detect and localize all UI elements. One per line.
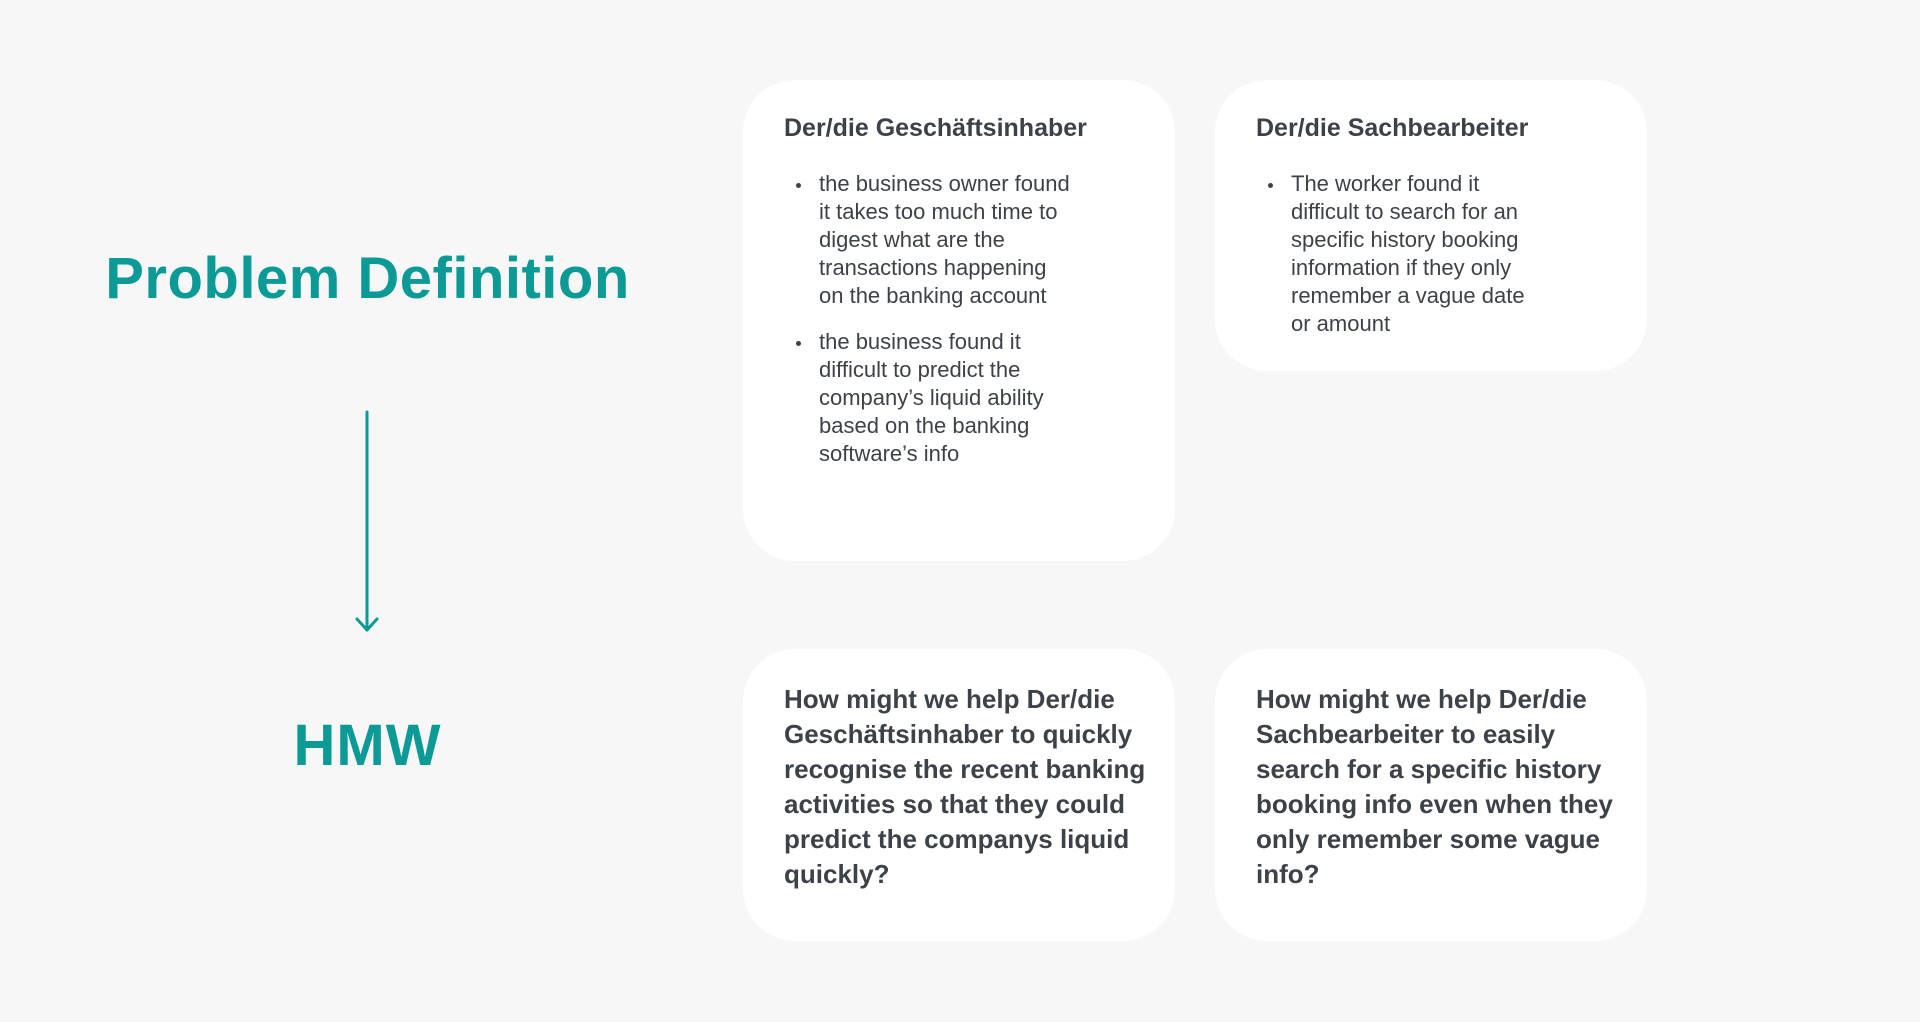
bullet-list <box>1255 170 1545 356</box>
bullet-item: the business owner found it takes too much time to digest what are the transactions happening on the banking account <box>783 170 1073 310</box>
hmw-card-sachbearbeiter <box>1215 649 1647 941</box>
card-title: Der/die Sachbearbeiter <box>1256 114 1529 142</box>
problem-definition-heading: Problem Definition <box>105 246 630 311</box>
hmw-question: How might we help Der/die Sachbearbeiter to easily search for a specific history booking info even when they only remember some vague info? <box>1256 684 1613 889</box>
bullet-list <box>783 170 1073 486</box>
arrow-down-icon <box>352 410 382 635</box>
card-title: Der/die Geschäftsinhaber <box>784 114 1087 142</box>
bullet-item: The worker found it difficult to search for an specific history booking information if they only remember a vague date or amount <box>1255 170 1545 338</box>
hmw-question: How might we help Der/die Geschäftsinhaber to quickly recognise the recent banking activities so that they could predict the companys liquid quickly? <box>784 684 1146 889</box>
bullet-item: the business found it difficult to predict the company’s liquid ability based on the banking software’s info <box>783 328 1073 468</box>
hmw-heading: HMW <box>293 713 442 778</box>
problem-card-sachbearbeiter <box>1215 80 1647 371</box>
hmw-card-geschaeftsinhaber <box>743 649 1175 941</box>
problem-card-geschaeftsinhaber <box>743 80 1175 561</box>
